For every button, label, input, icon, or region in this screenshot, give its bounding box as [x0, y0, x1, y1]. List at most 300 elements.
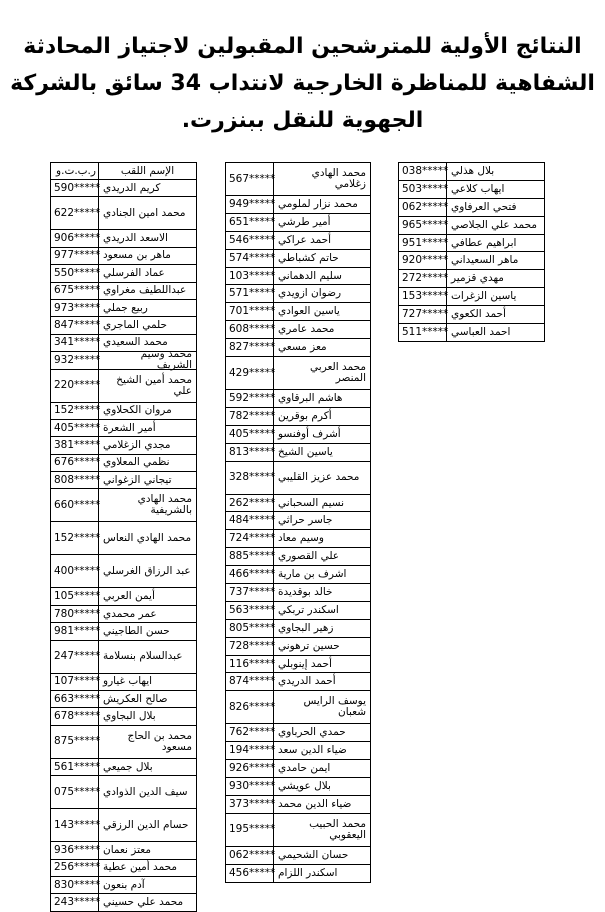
- candidate-code: 965*****: [399, 217, 447, 234]
- candidate-name-text: ايهاب غيارو: [103, 675, 153, 688]
- candidate-name-text: جاسر حراثي: [278, 514, 333, 527]
- candidate-code: 701*****: [226, 303, 274, 320]
- candidate-code: 973*****: [51, 300, 99, 316]
- table-row: [226, 778, 370, 796]
- candidate-name: [274, 357, 370, 389]
- candidate-name-text: محمد عزيز القليبي: [278, 471, 360, 484]
- candidate-name: [99, 759, 196, 775]
- candidate-name: [274, 214, 370, 231]
- candidate-name: [274, 673, 370, 690]
- candidate-code: 762*****: [226, 724, 274, 741]
- candidate-name-text: محمد وسيم الشريف: [140, 348, 192, 372]
- candidate-name-text: معز مسعي: [278, 341, 327, 354]
- table-row: [226, 512, 370, 530]
- candidate-name-text: اسكندر اللزام: [278, 866, 338, 879]
- candidate-name: [274, 196, 370, 213]
- candidate-name: [99, 230, 196, 246]
- table-row: [399, 181, 544, 199]
- candidate-code: 906*****: [51, 230, 99, 246]
- candidate-name-text: محمد الهادي بالشريفية: [137, 493, 192, 517]
- candidate-name: [99, 555, 196, 587]
- candidate-name-text: معتز نعمان: [103, 843, 151, 856]
- candidate-name-text: سليم الدهماني: [278, 269, 342, 282]
- candidate-code: 808*****: [51, 472, 99, 488]
- candidate-name-text: أشرف أوفنسو: [278, 427, 341, 440]
- table-row: [226, 691, 370, 724]
- candidate-name: [99, 265, 196, 281]
- candidate-name-text: اسكندر تربكي: [278, 603, 339, 616]
- table-row: [51, 641, 196, 674]
- candidate-name: [99, 726, 196, 758]
- candidate-code: 951*****: [399, 235, 447, 252]
- candidate-name: [274, 426, 370, 443]
- candidate-name: [274, 462, 370, 494]
- table-row: [51, 283, 196, 300]
- candidate-name: [99, 300, 196, 316]
- table-row: [51, 180, 196, 197]
- candidate-code: 847*****: [51, 317, 99, 333]
- candidate-name: [274, 268, 370, 285]
- candidate-name: [99, 674, 196, 690]
- table-row: [51, 230, 196, 247]
- candidate-name-text: بلال عويشي: [278, 779, 331, 792]
- candidate-code: 038*****: [399, 163, 447, 180]
- candidate-name: [274, 584, 370, 601]
- candidate-name-text: محمد عامري: [278, 323, 335, 336]
- candidate-name-text: مجدي الزغلامي: [103, 438, 171, 451]
- candidate-name: [274, 548, 370, 565]
- candidate-name: [274, 512, 370, 529]
- candidate-code: 826*****: [226, 691, 274, 723]
- candidate-name: [274, 232, 370, 249]
- candidate-name: [99, 588, 196, 604]
- candidate-code: 651*****: [226, 214, 274, 231]
- candidate-name-text: ضياء الدين سعد: [278, 744, 347, 757]
- candidate-code: 107*****: [51, 674, 99, 690]
- table-row: [51, 860, 196, 877]
- candidate-name-text: سيف الدين الذوادي: [103, 785, 188, 798]
- candidate-name-text: محمد بن الحاج مسعود: [127, 729, 192, 753]
- candidate-name: [274, 321, 370, 338]
- table-row: [226, 444, 370, 462]
- candidate-name: [447, 306, 544, 323]
- candidate-name: [274, 566, 370, 583]
- table-row: [226, 250, 370, 268]
- candidate-name-text: محمد علي حسيني: [103, 896, 184, 909]
- table-row: [51, 522, 196, 555]
- candidate-name-text: ايهاب كلاعي: [451, 182, 505, 195]
- candidate-code: 563*****: [226, 602, 274, 619]
- candidate-name-text: ماهر بن مسعود: [103, 249, 171, 262]
- table-row: [51, 370, 196, 403]
- table-row: [226, 814, 370, 847]
- candidate-code: 484*****: [226, 512, 274, 529]
- candidate-name-text: زهير البجاوي: [278, 621, 334, 634]
- table-row: [399, 199, 544, 217]
- candidate-name: [99, 403, 196, 419]
- candidate-name-text: كريم الدريدي: [103, 181, 161, 194]
- header-name: الإسم اللقب: [120, 164, 175, 177]
- candidate-name-text: عبداللطيف مغراوي: [103, 284, 187, 297]
- candidate-code: 262*****: [226, 495, 274, 512]
- candidate-name: [274, 847, 370, 864]
- table-row: [399, 235, 544, 253]
- table-row: [226, 357, 370, 390]
- table-row: [51, 691, 196, 708]
- candidate-name: [99, 522, 196, 554]
- candidate-code: 977*****: [51, 248, 99, 264]
- candidate-name: [447, 270, 544, 287]
- candidate-code: 243*****: [51, 894, 99, 910]
- table-row: [399, 306, 544, 324]
- candidate-code: 561*****: [51, 759, 99, 775]
- table-row: [399, 252, 544, 270]
- table-row: [51, 674, 196, 691]
- candidate-name: [99, 877, 196, 893]
- candidate-name-text: عمر محمدي: [103, 607, 157, 620]
- candidate-name-text: أحمد إينوبلي: [278, 657, 332, 670]
- candidate-code: 272*****: [399, 270, 447, 287]
- candidate-code: 466*****: [226, 566, 274, 583]
- candidate-name: [99, 317, 196, 333]
- candidate-code: 511*****: [399, 324, 447, 341]
- candidate-name-text: أحمد عراكي: [278, 233, 332, 246]
- candidate-code: 981*****: [51, 623, 99, 639]
- table-row: [226, 742, 370, 760]
- candidate-name-text: ماهر السعيداني: [451, 254, 519, 267]
- table-row: [226, 620, 370, 638]
- candidate-code: 062*****: [226, 847, 274, 864]
- table-row: [51, 877, 196, 894]
- table-row: [226, 495, 370, 513]
- candidate-code: 328*****: [226, 462, 274, 494]
- candidate-code: 456*****: [226, 865, 274, 882]
- candidate-name-text: ايمن حامدي: [278, 762, 331, 775]
- candidate-name: [274, 444, 370, 461]
- candidate-name: [274, 796, 370, 813]
- candidate-name-text: عبد الرزاق الغرسلي: [103, 564, 191, 577]
- header-code: ر.ب.ت.و: [51, 163, 99, 179]
- candidate-name-text: محمد أمين الشيخ علي: [116, 373, 192, 397]
- candidate-name: [447, 199, 544, 216]
- table-row: [226, 865, 370, 882]
- candidate-code: 567*****: [226, 163, 274, 195]
- table-row: [51, 606, 196, 623]
- candidate-name: [274, 691, 370, 723]
- candidate-name: [99, 348, 196, 372]
- candidate-code: 143*****: [51, 809, 99, 841]
- candidate-code: 373*****: [226, 796, 274, 813]
- candidate-name-text: حسان الشحيمي: [278, 848, 349, 861]
- table-row: [51, 300, 196, 317]
- table-row: [226, 673, 370, 691]
- candidate-code: 503*****: [399, 181, 447, 198]
- candidate-name: [99, 283, 196, 299]
- candidate-name: [99, 776, 196, 808]
- table-row: [51, 437, 196, 454]
- candidate-code: 932*****: [51, 352, 99, 368]
- candidate-code: 608*****: [226, 321, 274, 338]
- candidate-code: 571*****: [226, 285, 274, 302]
- table-row: [226, 548, 370, 566]
- table-row: [226, 285, 370, 303]
- table-row: [226, 408, 370, 426]
- candidate-name-text: ربيع جملي: [103, 301, 148, 314]
- candidate-name-text: علي القصوري: [278, 550, 340, 563]
- table-row: [51, 265, 196, 282]
- candidate-name: [99, 842, 196, 858]
- candidate-code: 405*****: [51, 420, 99, 436]
- table-row: [51, 588, 196, 605]
- candidate-code: 105*****: [51, 588, 99, 604]
- table-row: [226, 196, 370, 214]
- candidate-name-text: ياسين الزغرات: [451, 290, 517, 303]
- candidate-code: 782*****: [226, 408, 274, 425]
- candidate-name: [274, 742, 370, 759]
- candidate-name-text: محمد الهادي زغلامي: [311, 167, 366, 190]
- candidate-name: [274, 303, 370, 320]
- table-row: [51, 894, 196, 910]
- candidate-name: [99, 606, 196, 622]
- candidate-code: 574*****: [226, 250, 274, 267]
- candidate-name: [274, 339, 370, 356]
- candidate-code: 590*****: [51, 180, 99, 196]
- candidate-code: 936*****: [51, 842, 99, 858]
- candidate-code: 153*****: [399, 288, 447, 305]
- results-table-column-2: [225, 162, 371, 883]
- candidate-name: [99, 370, 196, 402]
- table-row: [226, 163, 370, 196]
- candidate-name-text: هاشم البرقاوي: [278, 391, 343, 404]
- table-row: [51, 248, 196, 265]
- candidate-code: 885*****: [226, 548, 274, 565]
- table-row: [226, 530, 370, 548]
- candidate-name: [274, 865, 370, 882]
- candidate-name: [274, 495, 370, 512]
- candidate-code: 195*****: [226, 814, 274, 846]
- candidate-code: 152*****: [51, 522, 99, 554]
- candidate-name: [274, 778, 370, 795]
- table-row: [51, 403, 196, 420]
- candidate-name-text: يوسف الرايس شعبان: [303, 695, 366, 719]
- candidate-name: [274, 163, 370, 195]
- candidate-code: 805*****: [226, 620, 274, 637]
- candidate-name: [447, 288, 544, 305]
- candidate-name-text: نظمي المعلاوي: [103, 456, 170, 469]
- candidate-name-text: حسين ترهوني: [278, 639, 340, 652]
- candidate-name: [99, 623, 196, 639]
- candidate-code: 550*****: [51, 265, 99, 281]
- table-row: [51, 489, 196, 522]
- candidate-code: 827*****: [226, 339, 274, 356]
- candidate-code: 405*****: [226, 426, 274, 443]
- candidate-code: 247*****: [51, 641, 99, 673]
- candidate-name-text: ضياء الدين محمد: [278, 797, 352, 810]
- candidate-name: [274, 602, 370, 619]
- table-row: [399, 217, 544, 235]
- candidate-name-text: حمدي الحرباوي: [278, 726, 346, 739]
- candidate-name: [274, 285, 370, 302]
- candidate-name: [99, 472, 196, 488]
- table-row: [226, 724, 370, 742]
- candidate-name: [274, 638, 370, 655]
- table-row: [226, 760, 370, 778]
- candidate-code: 926*****: [226, 760, 274, 777]
- page-title: النتائج الأولية للمترشحين المقبولين لاجتياز المحادثة الشفاهية للمناظرة الخارجية لانتداب 34 سائق بالشركة الجهوية للنقل ببنزرت.: [10, 34, 595, 133]
- candidate-name-text: فتحي العرفاوي: [451, 200, 517, 213]
- candidate-name-text: بلال جميعي: [103, 760, 153, 773]
- table-row: [51, 809, 196, 842]
- table-row: [226, 426, 370, 444]
- candidate-name-text: أمير الشعرة: [103, 421, 156, 434]
- table-row: [51, 348, 196, 372]
- candidate-code: 592*****: [226, 390, 274, 407]
- candidate-name: [99, 180, 196, 196]
- candidate-name-text: محمد الهادي النعاس: [103, 531, 192, 544]
- candidate-name: [99, 455, 196, 471]
- candidate-name: [274, 250, 370, 267]
- candidate-name-text: تيجاني الزغواني: [103, 473, 172, 486]
- table-row: [226, 656, 370, 674]
- candidate-name-text: رضوان ازويدي: [278, 287, 342, 300]
- candidate-code: 546*****: [226, 232, 274, 249]
- candidate-code: 724*****: [226, 530, 274, 547]
- candidate-name-text: نسيم السحباني: [278, 496, 345, 509]
- candidate-name-text: اشرف بن مارية: [278, 568, 347, 581]
- candidate-name: [447, 163, 544, 180]
- candidate-code: 075*****: [51, 776, 99, 808]
- candidate-name: [99, 641, 196, 673]
- candidate-name: [447, 252, 544, 269]
- candidate-code: 813*****: [226, 444, 274, 461]
- candidate-name: [99, 489, 196, 521]
- candidate-name-text: أيمن العربي: [103, 590, 155, 603]
- candidate-name-text: ياسين العوادي: [278, 305, 340, 318]
- candidate-code: 622*****: [51, 197, 99, 229]
- candidate-name-text: محمد السعيدي: [103, 336, 168, 349]
- candidate-name-text: احمد العباسي: [451, 325, 511, 338]
- table-row: [226, 339, 370, 357]
- results-table-column-1: [50, 162, 197, 912]
- candidate-name-text: أحمد الكعوي: [451, 308, 506, 321]
- candidate-name-text: وسيم معاد: [278, 532, 324, 545]
- candidate-code: 194*****: [226, 742, 274, 759]
- candidate-code: 429*****: [226, 357, 274, 389]
- candidate-name-text: أكرم بوقرين: [278, 409, 332, 422]
- candidate-name-text: حسام الدين الرزقي: [103, 818, 189, 831]
- candidate-code: 874*****: [226, 673, 274, 690]
- candidate-code: 830*****: [51, 877, 99, 893]
- table-row: [226, 232, 370, 250]
- table-row: [226, 268, 370, 286]
- candidate-name-text: مهدي قزمير: [451, 272, 504, 285]
- table-row: [51, 455, 196, 472]
- candidate-name: [274, 760, 370, 777]
- candidate-name-text: بلال البجاوي: [103, 710, 156, 723]
- candidate-code: 062*****: [399, 199, 447, 216]
- candidate-name-text: حسن الطاجيني: [103, 624, 170, 637]
- table-row: [51, 759, 196, 776]
- candidate-code: 660*****: [51, 489, 99, 521]
- candidate-code: 256*****: [51, 860, 99, 876]
- candidate-code: 103*****: [226, 268, 274, 285]
- candidate-name: [447, 181, 544, 198]
- candidate-name: [274, 814, 370, 846]
- table-row: [51, 317, 196, 334]
- table-row: [51, 555, 196, 588]
- candidate-code: 220*****: [51, 370, 99, 402]
- table-row: [51, 197, 196, 230]
- candidate-code: 381*****: [51, 437, 99, 453]
- candidate-name: [274, 390, 370, 407]
- table-row: [399, 270, 544, 288]
- table-row: [226, 214, 370, 232]
- candidate-name-text: الاسعد الدريدي: [103, 232, 168, 245]
- candidate-code: 663*****: [51, 691, 99, 707]
- candidate-code: 341*****: [51, 335, 99, 351]
- table-row: [51, 472, 196, 489]
- candidate-name-text: أمير طرشي: [278, 215, 331, 228]
- table-row: [51, 420, 196, 437]
- candidate-code: 920*****: [399, 252, 447, 269]
- candidate-name-text: محمد نزار لملومي: [278, 197, 358, 210]
- candidate-name: [274, 620, 370, 637]
- candidate-name-text: مروان الكحلاوي: [103, 404, 172, 417]
- candidate-name-text: عبدالسلام بنسلامة: [103, 650, 183, 663]
- candidate-code: 949*****: [226, 196, 274, 213]
- candidate-code: 676*****: [51, 455, 99, 471]
- candidate-name-text: محمد امين الجنادي: [103, 206, 186, 219]
- candidate-name-text: أحمد الدريدي: [278, 675, 336, 688]
- candidate-name-text: محمد علي الجلاصي: [451, 218, 537, 231]
- table-row: [226, 303, 370, 321]
- candidate-name: [99, 437, 196, 453]
- candidate-name: [447, 324, 544, 341]
- table-row: [226, 602, 370, 620]
- candidate-name: [99, 708, 196, 724]
- candidate-code: 875*****: [51, 726, 99, 758]
- candidate-code: 116*****: [226, 656, 274, 673]
- candidate-name: [99, 860, 196, 876]
- table-row: [226, 638, 370, 656]
- candidate-name: [99, 197, 196, 229]
- candidate-code: 737*****: [226, 584, 274, 601]
- candidate-name-text: محمد أمين عطية: [103, 861, 178, 874]
- candidate-name: [274, 656, 370, 673]
- candidate-code: 400*****: [51, 555, 99, 587]
- table-row: [51, 726, 196, 759]
- candidate-code: 728*****: [226, 638, 274, 655]
- table-header-row: [51, 163, 196, 180]
- table-row: [226, 584, 370, 602]
- candidate-name: [274, 408, 370, 425]
- candidate-name: [99, 691, 196, 707]
- candidate-name-text: حاتم كشباطي: [278, 251, 339, 264]
- table-row: [226, 566, 370, 584]
- table-row: [399, 324, 544, 341]
- candidate-code: 675*****: [51, 283, 99, 299]
- candidate-code: 727*****: [399, 306, 447, 323]
- candidate-name-text: ياسين الشيخ: [278, 445, 333, 458]
- candidate-name: [99, 420, 196, 436]
- table-row: [51, 623, 196, 640]
- candidate-name-text: خالد بوقديدة: [278, 585, 333, 598]
- results-table-column-3: [398, 162, 545, 342]
- candidate-name-text: محمد الحبيب اليعقوبي: [309, 817, 366, 841]
- table-row: [51, 842, 196, 859]
- table-row: [51, 776, 196, 809]
- candidate-code: 152*****: [51, 403, 99, 419]
